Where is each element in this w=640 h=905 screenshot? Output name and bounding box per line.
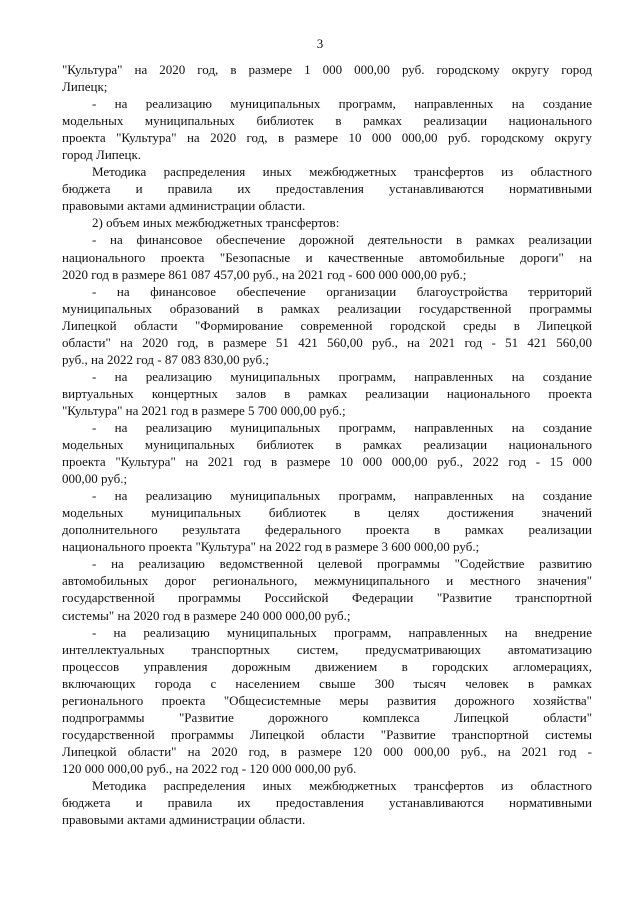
text-line: области" на 2020 год, в размере 51 421 560,00 руб., на 2021 год - 51 421 560,00	[62, 334, 592, 350]
text-line: модельных муниципальных библиотек в рамках реализации национального	[62, 437, 592, 453]
text-line: правовыми актами администрации области.	[62, 812, 306, 828]
text-line: интеллектуальных транспортных систем, предусматривающих автоматизацию	[62, 641, 592, 657]
text-line: проекта "Культура" на 2020 год, в размере 10 000 000,00 руб. городскому округу	[62, 130, 592, 146]
text-line: - на реализацию муниципальных программ, направленных на создание	[92, 488, 592, 504]
text-line: проекта "Культура" на 2021 год в размере 10 000 000,00 руб., 2022 год - 15 000	[62, 454, 592, 470]
text-line: 120 000 000,00 руб., на 2022 год - 120 000 000,00 руб.	[62, 760, 357, 776]
text-line: - на реализацию муниципальных программ, направленных на создание	[92, 96, 592, 112]
text-line: правовыми актами администрации области.	[62, 198, 306, 214]
text-line: Липецкой области "Формирование современной городской среды в Липецкой	[62, 317, 592, 333]
text-line: - на реализацию муниципальных программ, направленных на создание	[92, 419, 592, 435]
text-line: - на финансовое обеспечение организации благоустройства территорий	[92, 283, 592, 299]
text-line: 2020 год в размере 861 087 457,00 руб., на 2021 год - 600 000 000,00 руб.;	[62, 266, 467, 282]
text-line: 2) объем иных межбюджетных трансфертов:	[92, 215, 340, 231]
text-line: государственной программы Российской Федерации "Развитие транспортной	[62, 590, 592, 606]
text-line: Липецк;	[62, 79, 108, 95]
text-line: дополнительного результата федерального проекта в рамках реализации	[62, 522, 592, 538]
text-line: "Культура" на 2020 год, в размере 1 000 000,00 руб. городскому округу город	[62, 62, 592, 77]
text-line: 000,00 руб.;	[62, 471, 128, 487]
text-line: виртуальных концертных залов в рамках реализации национального проекта	[62, 385, 592, 401]
text-line: модельных муниципальных библиотек в целях достижения значений	[62, 505, 592, 521]
text-line: - на финансовое обеспечение дорожной деятельности в рамках реализации	[92, 232, 592, 248]
text-line: - на реализацию муниципальных программ, направленных на внедрение	[92, 624, 592, 640]
text-line: национального проекта "Культура" на 2022 год в размере 3 600 000,00 руб.;	[62, 539, 480, 555]
text-line: Методика распределения иных межбюджетных трансфертов из областного	[92, 777, 592, 793]
text-line: включающих города с населением свыше 300 тысяч человек в рамках	[62, 675, 592, 691]
text-line: бюджета и правила их предоставления устанавливаются нормативными	[62, 181, 592, 197]
page-number: 3	[316, 36, 324, 51]
text-line: бюджета и правила их предоставления устанавливаются нормативными	[62, 795, 592, 811]
text-line: государственной программы Липецкой области "Развитие транспортной системы	[62, 726, 592, 742]
document-body	[62, 61, 592, 828]
text-line: Липецкой области" на 2020 год, в размере 120 000 000,00 руб., на 2021 год -	[62, 743, 592, 759]
text-line: Методика распределения иных межбюджетных трансфертов из областного	[92, 164, 592, 180]
text-line: национального проекта "Безопасные и качественные автомобильные дороги" на	[62, 249, 592, 265]
text-line: процессов управления дорожным движением в городских агломерациях,	[62, 658, 592, 674]
text-line: подпрограммы "Развитие дорожного комплекса Липецкой области"	[62, 709, 592, 725]
text-line: город Липецк.	[62, 147, 142, 163]
text-line: "Культура" на 2021 год в размере 5 700 000,00 руб.;	[62, 402, 346, 418]
text-line: муниципальных образований в рамках реализации государственной программы	[62, 300, 592, 316]
text-line: - на реализацию муниципальных программ, направленных на создание	[92, 368, 592, 384]
text-line: модельных муниципальных библиотек в рамках реализации национального	[62, 113, 592, 129]
text-line: - на реализацию ведомственной целевой программы "Содействие развитию	[92, 556, 592, 572]
text-line: руб., на 2022 год - 87 083 830,00 руб.;	[62, 351, 269, 367]
text-line: автомобильных дорог регионального, межмуниципального и местного значения"	[62, 573, 592, 589]
text-line: системы" на 2020 год в размере 240 000 000,00 руб.;	[62, 607, 351, 623]
text-line: регионального проекта "Общесистемные меры развития дорожного хозяйства"	[62, 692, 592, 708]
